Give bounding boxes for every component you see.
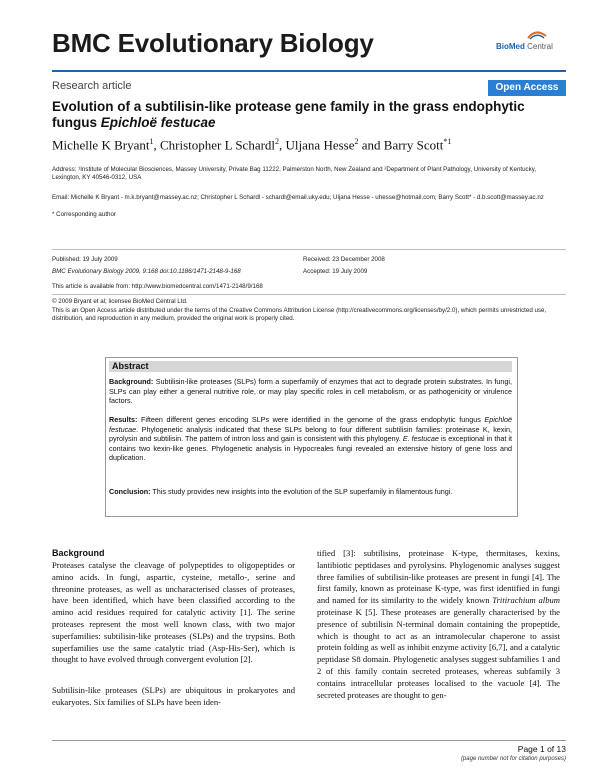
license-text: This is an Open Access article distributed under the terms of the Creative Commons Attribution License (http://creativecommons.org/licenses/by/2.0), which permits unrestricted use, distribution, and reproduction in any medium, provided the original work is properly cited. xyxy=(52,307,547,323)
biomed-central-logo xyxy=(496,34,566,56)
abstract-label: Results: xyxy=(109,415,138,424)
article-url[interactable]: This article is available from: http://www.biomedcentral.com/1471-2148/9/168 xyxy=(52,283,263,290)
page-note: (page number not for citation purposes) xyxy=(460,756,566,762)
abstract-text: This study provides new insights into the evolution of the SLP superfamily in filamentous fungi. xyxy=(150,487,453,496)
accepted-date: Accepted: 19 July 2009 xyxy=(303,268,368,275)
abstract-heading: Abstract xyxy=(109,361,512,372)
page-number: Page 1 of 13 xyxy=(517,744,566,754)
article-type: Research article xyxy=(52,80,132,92)
abstract-label: Background: xyxy=(109,377,154,386)
title-text: Evolution of a subtilisin-like protease gene family in the grass endophytic fungus xyxy=(52,99,525,130)
author-affil: *1 xyxy=(443,137,452,146)
open-access-badge: Open Access xyxy=(488,80,566,96)
abstract-text: Subtilisin-like proteases (SLPs) form a superfamily of enzymes that act to degrade protein substrates. In fungi, SLPs can play either a general nutritive role, or may play specific roles in cell metabolism, or as pathogenicity or virulence factors. xyxy=(109,377,512,405)
abstract-text: is exceptional in that it contains two kexin-like genes. Phylogenetic analysis in Hypocreales fungi revealed an extensive history of gene loss and duplication. xyxy=(109,434,512,462)
abstract-conclusion xyxy=(109,487,512,497)
author: Barry Scott xyxy=(383,137,444,153)
corresponding-author-note: * Corresponding author xyxy=(52,211,116,218)
received-date: Received: 23 December 2008 xyxy=(303,256,385,263)
species-name: Epichloë festucae xyxy=(109,415,512,434)
author-list: Michelle K Bryant$^1$, Christopher L Schardl$^2$, Uljana Hesse$^2$ and Barry Scott$^{*1}$ xyxy=(52,137,452,153)
citation: BMC Evolutionary Biology 2009, 9:168 doi:10.1186/1471-2148-9-168 xyxy=(52,268,241,275)
author: Michelle K Bryant xyxy=(52,137,150,153)
body-text: proteinase K [5]. These proteases are generally characterised by the presence of subtilisin N-terminal domain containing the propeptide, which is thought to act as an intramolecular chaperone to assist protein folding as well as inhibit enzyme activity [6,7], and a catalytic peptidase S8 domain. Phylogenetic analyses suggest subfamilies 1 and 2 of this family contain secreted proteases, whereas subfamily 3 contains intracellular proteases localised to the vacuole [4]. The secreted proteases are thought to gen- xyxy=(317,606,560,700)
footer-rule xyxy=(52,740,566,741)
logo-swoosh-icon xyxy=(526,30,548,40)
abstract-text: Fifteen different genes encoding SLPs were identified in the genome of the grass endophytic fungus xyxy=(137,415,485,424)
abstract-text: . Phylogenetic analysis indicated that these SLPs belong to four different subtilisin families: proteinase K, kexin, pyrolysin and subtilisin. The pattern of intron loss and gain is consistent with this phylogeny. xyxy=(109,424,512,443)
author-emails[interactable]: Email: Michelle K Bryant - m.k.bryant@massey.ac.nz; Christopher L Schardl - schardl@email.uky.edu; Uljana Hesse - uhesse@hotmail.com; Barry Scott* - d.b.scott@massey.ac.nz xyxy=(52,194,544,201)
published-date: Published: 19 July 2009 xyxy=(52,256,118,263)
article-title xyxy=(52,99,566,131)
journal-title: BMC Evolutionary Biology xyxy=(52,28,374,58)
logo-central: Central xyxy=(524,42,553,51)
body-text: tified [3]: subtilisins, proteinase K-type, thermitases, kexins, lantibiotic peptidases and pyrolysins. Phylogenomic analyses suggest three families of subtilisin-like proteases are present in fungi [4]. The first family, known as proteinase K-type, was first identified in fungi and named for its similarity to the widely known xyxy=(317,548,560,606)
abstract-background xyxy=(109,377,512,406)
author-affil: 2 xyxy=(354,137,359,146)
body-paragraph: Subtilisin-like proteases (SLPs) are ubiquitous in prokaryotes and eukaryotes. Six families of SLPs have been iden- xyxy=(52,685,295,707)
logo-biomed: BioMed xyxy=(496,42,525,51)
abstract-results xyxy=(109,415,512,463)
abstract-label: Conclusion: xyxy=(109,487,151,496)
section-heading-background: Background xyxy=(52,548,105,558)
header-rule xyxy=(52,70,566,72)
author: Uljana Hesse xyxy=(285,137,355,153)
author: Christopher L Schardl xyxy=(159,137,276,153)
copyright: © 2009 Bryant et al; licensee BioMed Central Ltd. xyxy=(52,298,188,305)
author-affil: 1 xyxy=(149,137,154,146)
species-name: Tritirachium album xyxy=(492,595,560,606)
author-affil: 2 xyxy=(275,137,280,146)
body-paragraph: Proteases catalyse the cleavage of polypeptides to oligopeptides or amino acids. In fungi, aspartic, cysteine, metallo-, serine and threonine proteases, as well as uncharacterised classes of proteases, have been identified, which have been classified according to the amino acid residues required for catalytic activity [1]. The serine proteases represent the most well known class, with two major superfamilies: subtilisin-like proteases (SLPs) and the trypsins. Both superfamilies use the same catalytic triad (Asp-His-Ser), which is thought to have evolved through convergent evolution [2]. xyxy=(52,560,295,665)
divider xyxy=(52,294,566,295)
affiliation-address: Address: ¹Institute of Molecular Biosciences, Massey University, Private Bag 11222, Palmerston North, New Zealand and ²Department of Plant Pathology, University of Kentucky, Lexington, KY 40546-0312, USA xyxy=(52,166,537,182)
title-species: Epichloë festucae xyxy=(100,115,216,130)
body-paragraph xyxy=(317,548,560,701)
divider xyxy=(52,249,566,250)
species-name: E. festucae xyxy=(402,434,439,443)
